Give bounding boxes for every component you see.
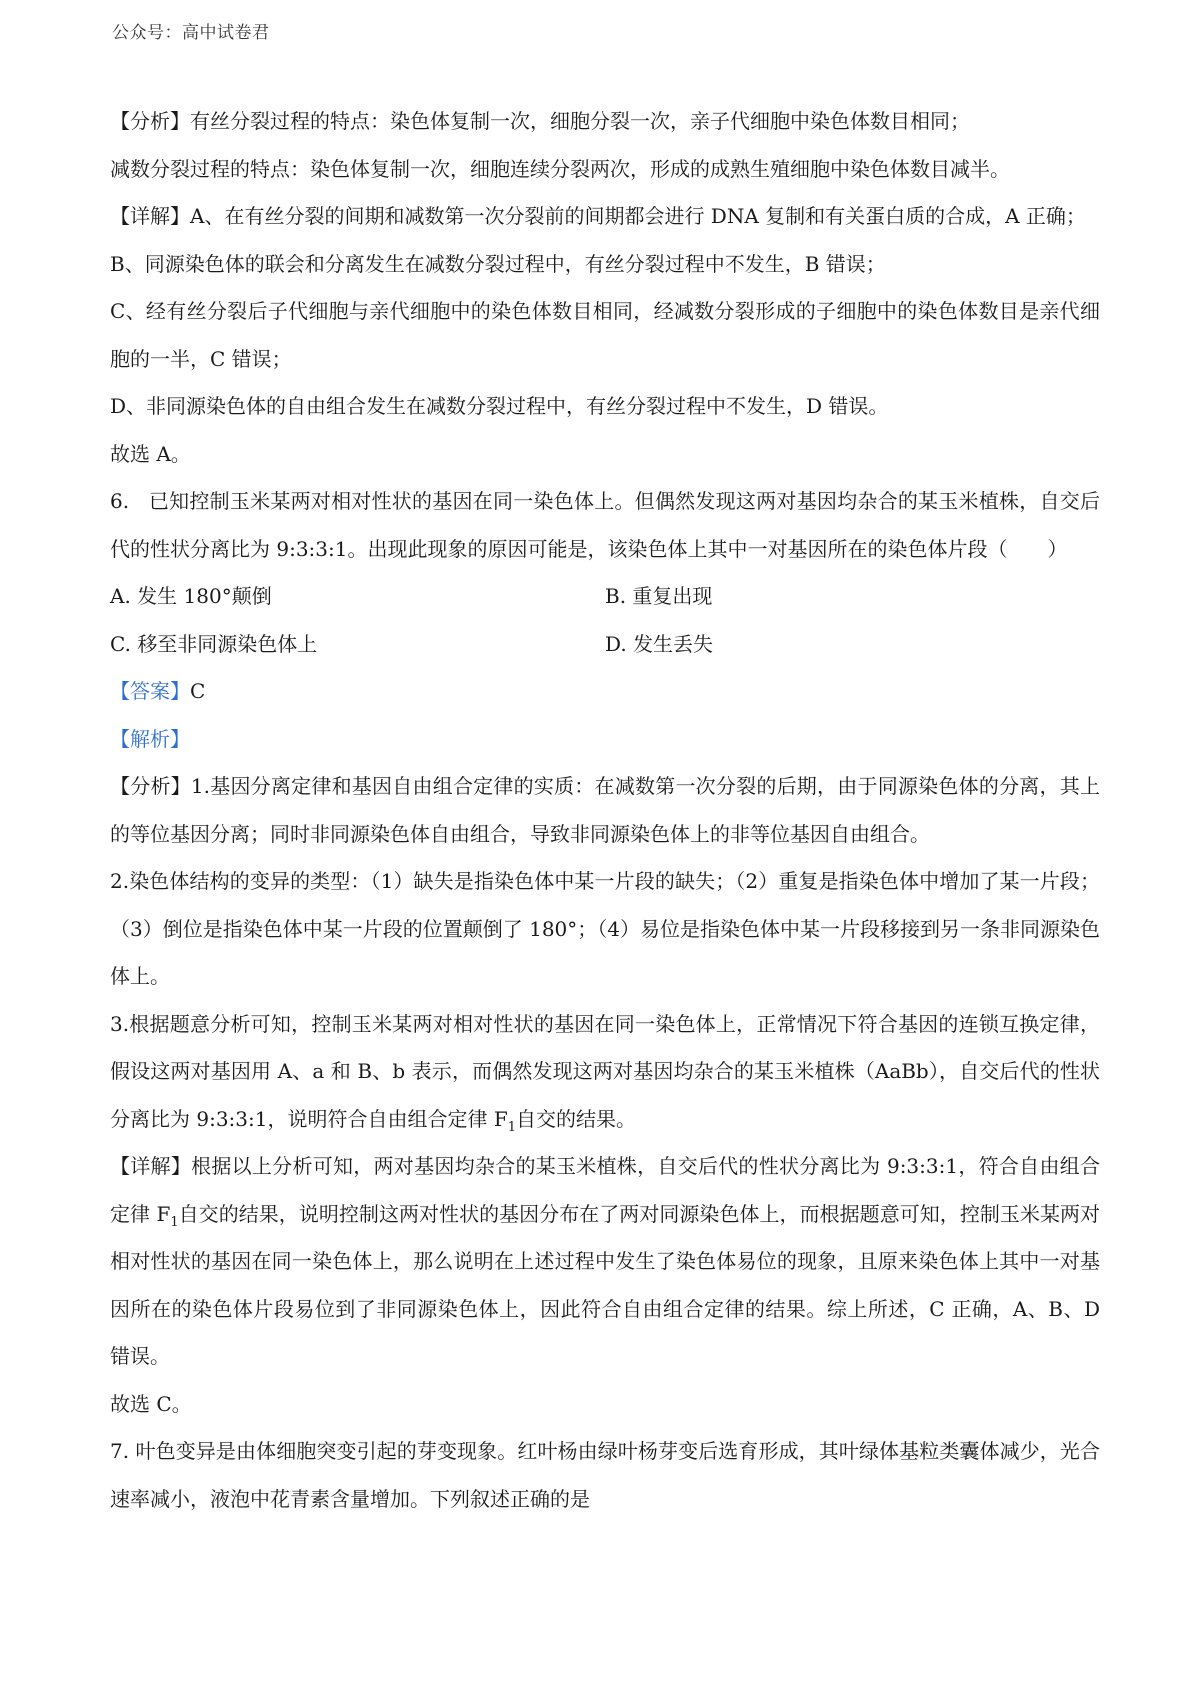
document-body bbox=[110, 98, 1100, 1523]
option-label: A. bbox=[110, 584, 131, 608]
answer-tag: 【答案】 bbox=[110, 679, 190, 703]
explain-tag: 【解析】 bbox=[110, 726, 190, 751]
q6-options-row-2 bbox=[110, 621, 1100, 669]
option-text: 移至非同源染色体上 bbox=[137, 631, 318, 656]
q6-option-b[interactable] bbox=[605, 573, 1100, 621]
q5-analysis-1: 【分析】有丝分裂过程的特点：染色体复制一次，细胞分裂一次，亲子代细胞中染色体数目相同； bbox=[110, 109, 970, 133]
detail-text: 【详解】根据以上分析可知，两对基因均杂合的某玉米植株，自交后代的性状分离比为 9:3:3:1，符合自由组合定律 F bbox=[110, 1154, 1100, 1226]
analysis-3-tail: 自交的结果。 bbox=[516, 1106, 636, 1131]
analysis-3-text: 3.根据题意分析可知，控制玉米某两对相对性状的基因在同一染色体上，正常情况下符合基因的连锁互换定律，假设这两对基因用 A、a 和 B、b 表示，而偶然发现这两对基因均杂合的某玉米植株（AaBb），自交后代的性状分离比为 9:3:3:1，说明符合自由组合定律 F bbox=[110, 1011, 1100, 1131]
q5-detail-a: 【详解】A、在有丝分裂的间期和减数第一次分裂前的间期都会进行 DNA 复制和有关蛋白质的合成，A 正确； bbox=[110, 204, 1086, 228]
q6-option-d[interactable] bbox=[605, 621, 1100, 669]
subscript: 1 bbox=[507, 1119, 516, 1135]
q5-detail-b: B、同源染色体的联会和分离发生在减数分裂过程中，有丝分裂过程中不发生，B 错误； bbox=[110, 251, 886, 276]
q5-detail-c: C、经有丝分裂后子代细胞与亲代细胞中的染色体数目相同，经减数分裂形成的子细胞中的染色体数目是亲代细胞的一半，C 错误； bbox=[110, 299, 1100, 371]
answer-value: C bbox=[190, 679, 206, 703]
option-label: B. bbox=[605, 584, 627, 608]
option-text: 发生 180°颠倒 bbox=[137, 584, 272, 608]
q6-analysis-2: 2.染色体结构的变异的类型：（1）缺失是指染色体中某一片段的缺失；（2）重复是指染色体中增加了某一片段；（3）倒位是指染色体中某一片段的位置颠倒了 180°；（4）易位是指染色体中某一片段移接到另一条非同源染色体上。 bbox=[110, 869, 1100, 988]
q6-detail bbox=[110, 1143, 1100, 1381]
q6-answer bbox=[110, 668, 1100, 716]
option-text: 发生丢失 bbox=[633, 631, 714, 656]
q6-analysis-1: 【分析】1.基因分离定律和基因自由组合定律的实质：在减数第一次分裂的后期，由于同源染色体的分离，其上的等位基因分离；同时非同源染色体自由组合，导致非同源染色体上的非等位基因自由组合。 bbox=[110, 774, 1100, 846]
subscript: 1 bbox=[170, 1214, 179, 1230]
q7-number: 7. bbox=[110, 1439, 130, 1463]
q6-option-c[interactable] bbox=[110, 621, 605, 669]
q6-option-a[interactable] bbox=[110, 573, 605, 621]
q5-choose: 故选 A。 bbox=[110, 441, 191, 466]
q6-number: 6. bbox=[110, 489, 130, 513]
option-label: C. bbox=[110, 631, 131, 656]
q7-stem-text: 叶色变异是由体细胞突变引起的芽变现象。红叶杨由绿叶杨芽变后选育形成，其叶绿体基粒类囊体减少，光合速率减小，液泡中花青素含量增加。下列叙述正确的是 bbox=[110, 1439, 1100, 1511]
option-text: 重复出现 bbox=[632, 584, 713, 608]
q6-choose: 故选 C。 bbox=[110, 1391, 192, 1416]
option-label: D. bbox=[605, 631, 627, 656]
q5-detail-d: D、非同源染色体的自由组合发生在减数分裂过程中，有丝分裂过程中不发生，D 错误。 bbox=[110, 394, 889, 418]
q6-analysis-3 bbox=[110, 1001, 1100, 1144]
q7-stem bbox=[110, 1428, 1100, 1523]
q6-explain-tag bbox=[110, 716, 1100, 764]
detail-tail: 自交的结果，说明控制这两对性状的基因分布在了两对同源染色体上，而根据题意可知，控制玉米某两对相对性状的基因在同一染色体上，那么说明在上述过程中发生了染色体易位的现象，且原来染色体上其中一对基因所在的染色体片段易位到了非同源染色体上，因此符合自由组合定律的结果。综上所述，C 正确，A、B、D 错误。 bbox=[110, 1201, 1101, 1368]
q6-stem bbox=[110, 478, 1100, 573]
page-header: 公众号：高中试卷君 bbox=[112, 23, 270, 43]
q6-stem-text: 已知控制玉米某两对相对性状的基因在同一染色体上。但偶然发现这两对基因均杂合的某玉米植株，自交后代的性状分离比为 9:3:3:1。出现此现象的原因可能是，该染色体上其中一对基因所在的染色体片段（ ） bbox=[110, 489, 1100, 561]
q5-analysis-2: 减数分裂过程的特点：染色体复制一次，细胞连续分裂两次，形成的成熟生殖细胞中染色体数目减半。 bbox=[110, 156, 1010, 181]
q6-options-row-1 bbox=[110, 573, 1100, 621]
